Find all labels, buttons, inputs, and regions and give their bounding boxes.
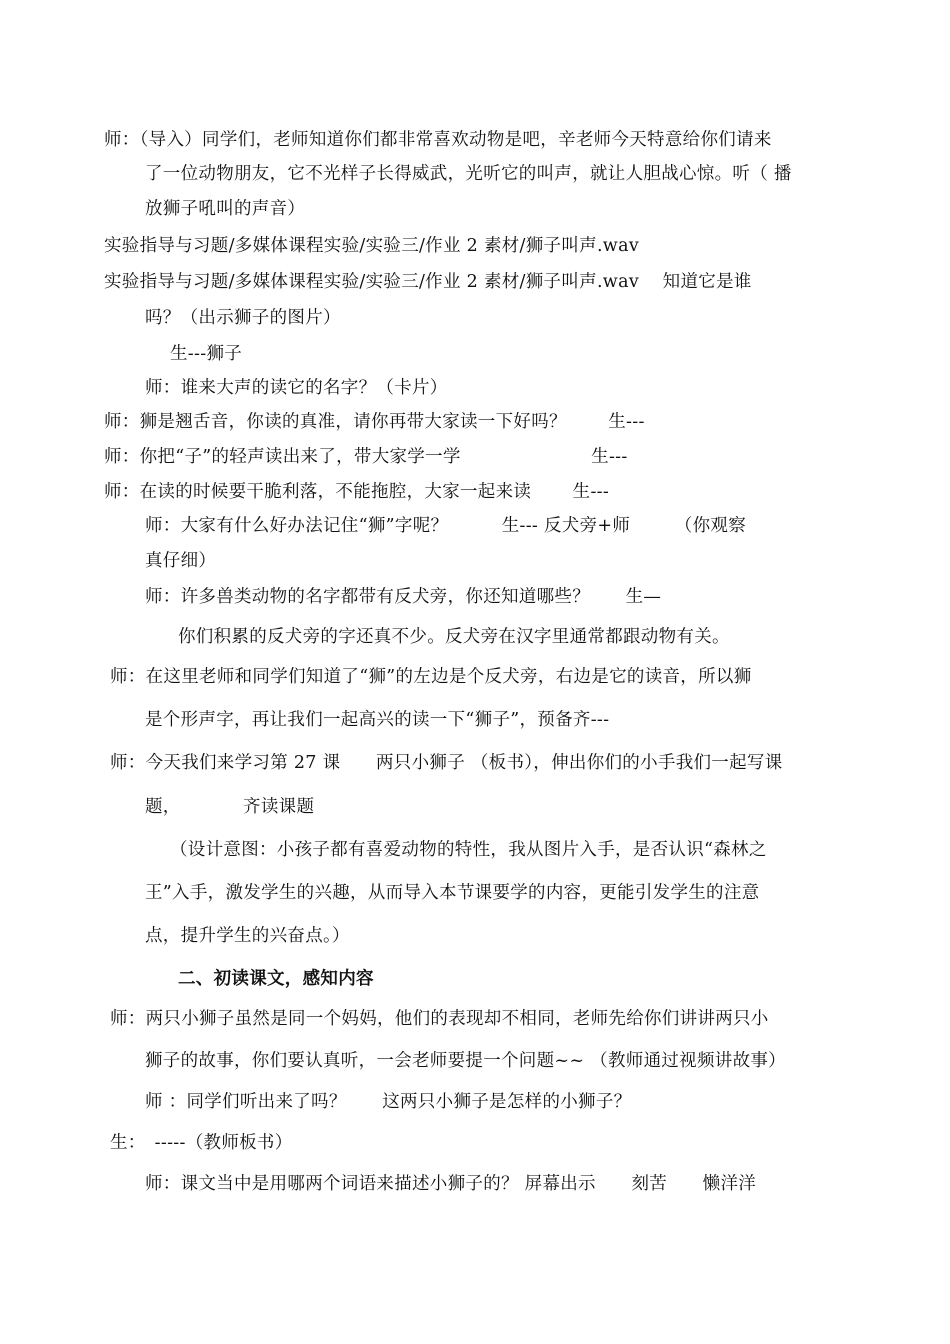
text-line: 是个形声字，再让我们一起高兴的读一下“狮子”，预备齐--- (145, 710, 610, 730)
text-line: 师：狮是翘舌音，你读的真准，请你再带大家读一下好吗？ 生--- (104, 412, 645, 432)
text-line: 生---狮子 (170, 344, 243, 364)
text-line: 实验指导与习题/多媒体课程实验/实验三/作业 2 素材/狮子叫声.wav 知道它是谁 (104, 272, 752, 292)
text-line: 点，提升学生的兴奋点。） (145, 926, 350, 946)
text-line: 师：谁来大声的读它的名字？（卡片） (145, 378, 448, 398)
text-line: 生： -----（教师板书） (110, 1133, 293, 1153)
text-line: 实验指导与习题/多媒体课程实验/实验三/作业 2 素材/狮子叫声.wav (104, 236, 640, 256)
text-line: 王”入手，激发学生的兴趣，从而导入本节课要学的内容，更能引发学生的注意 (145, 883, 760, 903)
text-line: 师：今天我们来学习第 27 课 两只小狮子 （板书），伸出你们的小手我们一起写课 (110, 753, 783, 773)
text-line: 师：大家有什么好办法记住“狮”字呢？ 生--- 反犬旁+师 （你观察 (145, 516, 747, 536)
text-line: （设计意图：小孩子都有喜爱动物的特性，我从图片入手，是否认识“森林之 (170, 840, 767, 860)
text-line: 放狮子吼叫的声音） (145, 199, 306, 219)
text-line: 师：两只小狮子虽然是同一个妈妈，他们的表现却不相同，老师先给你们讲讲两只小 (110, 1009, 769, 1029)
text-line: 师：课文当中是用哪两个词语来描述小狮子的？ 屏幕出示 刻苦 懒洋洋 (145, 1174, 757, 1194)
text-line: 你们积累的反犬旁的字还真不少。反犬旁在汉字里通常都跟动物有关。 (178, 627, 730, 647)
text-line: 了一位动物朋友，它不光样子长得威武，光听它的叫声，就让人胆战心惊。听（ 播 (145, 164, 792, 184)
text-line: 师 ：同学们听出来了吗？ 这两只小狮子是怎样的小狮子？ (145, 1092, 632, 1112)
text-line: 师：在读的时候要干脆利落，不能拖腔，大家一起来读 生--- (104, 482, 610, 502)
text-line: 狮子的故事，你们要认真听，一会老师要提一个问题~~ （教师通过视频讲故事） (145, 1051, 786, 1071)
section-heading: 二、初读课文，感知内容 (178, 969, 374, 989)
text-line: 真仔细） (145, 551, 217, 571)
text-line: 师：你把“子”的轻声读出来了，带大家学一学 生--- (104, 447, 628, 467)
text-line: 师：许多兽类动物的名字都带有反犬旁，你还知道哪些？ 生— (145, 587, 662, 607)
text-line: 吗？（出示狮子的图片） (145, 308, 341, 328)
text-line: 师：在这里老师和同学们知道了“狮”的左边是个反犬旁，右边是它的读音，所以狮 (110, 667, 752, 687)
text-line: 师：（导入）同学们，老师知道你们都非常喜欢动物是吧，辛老师今天特意给你们请来 (104, 130, 772, 150)
text-line: 题， 齐读课题 (145, 797, 315, 817)
